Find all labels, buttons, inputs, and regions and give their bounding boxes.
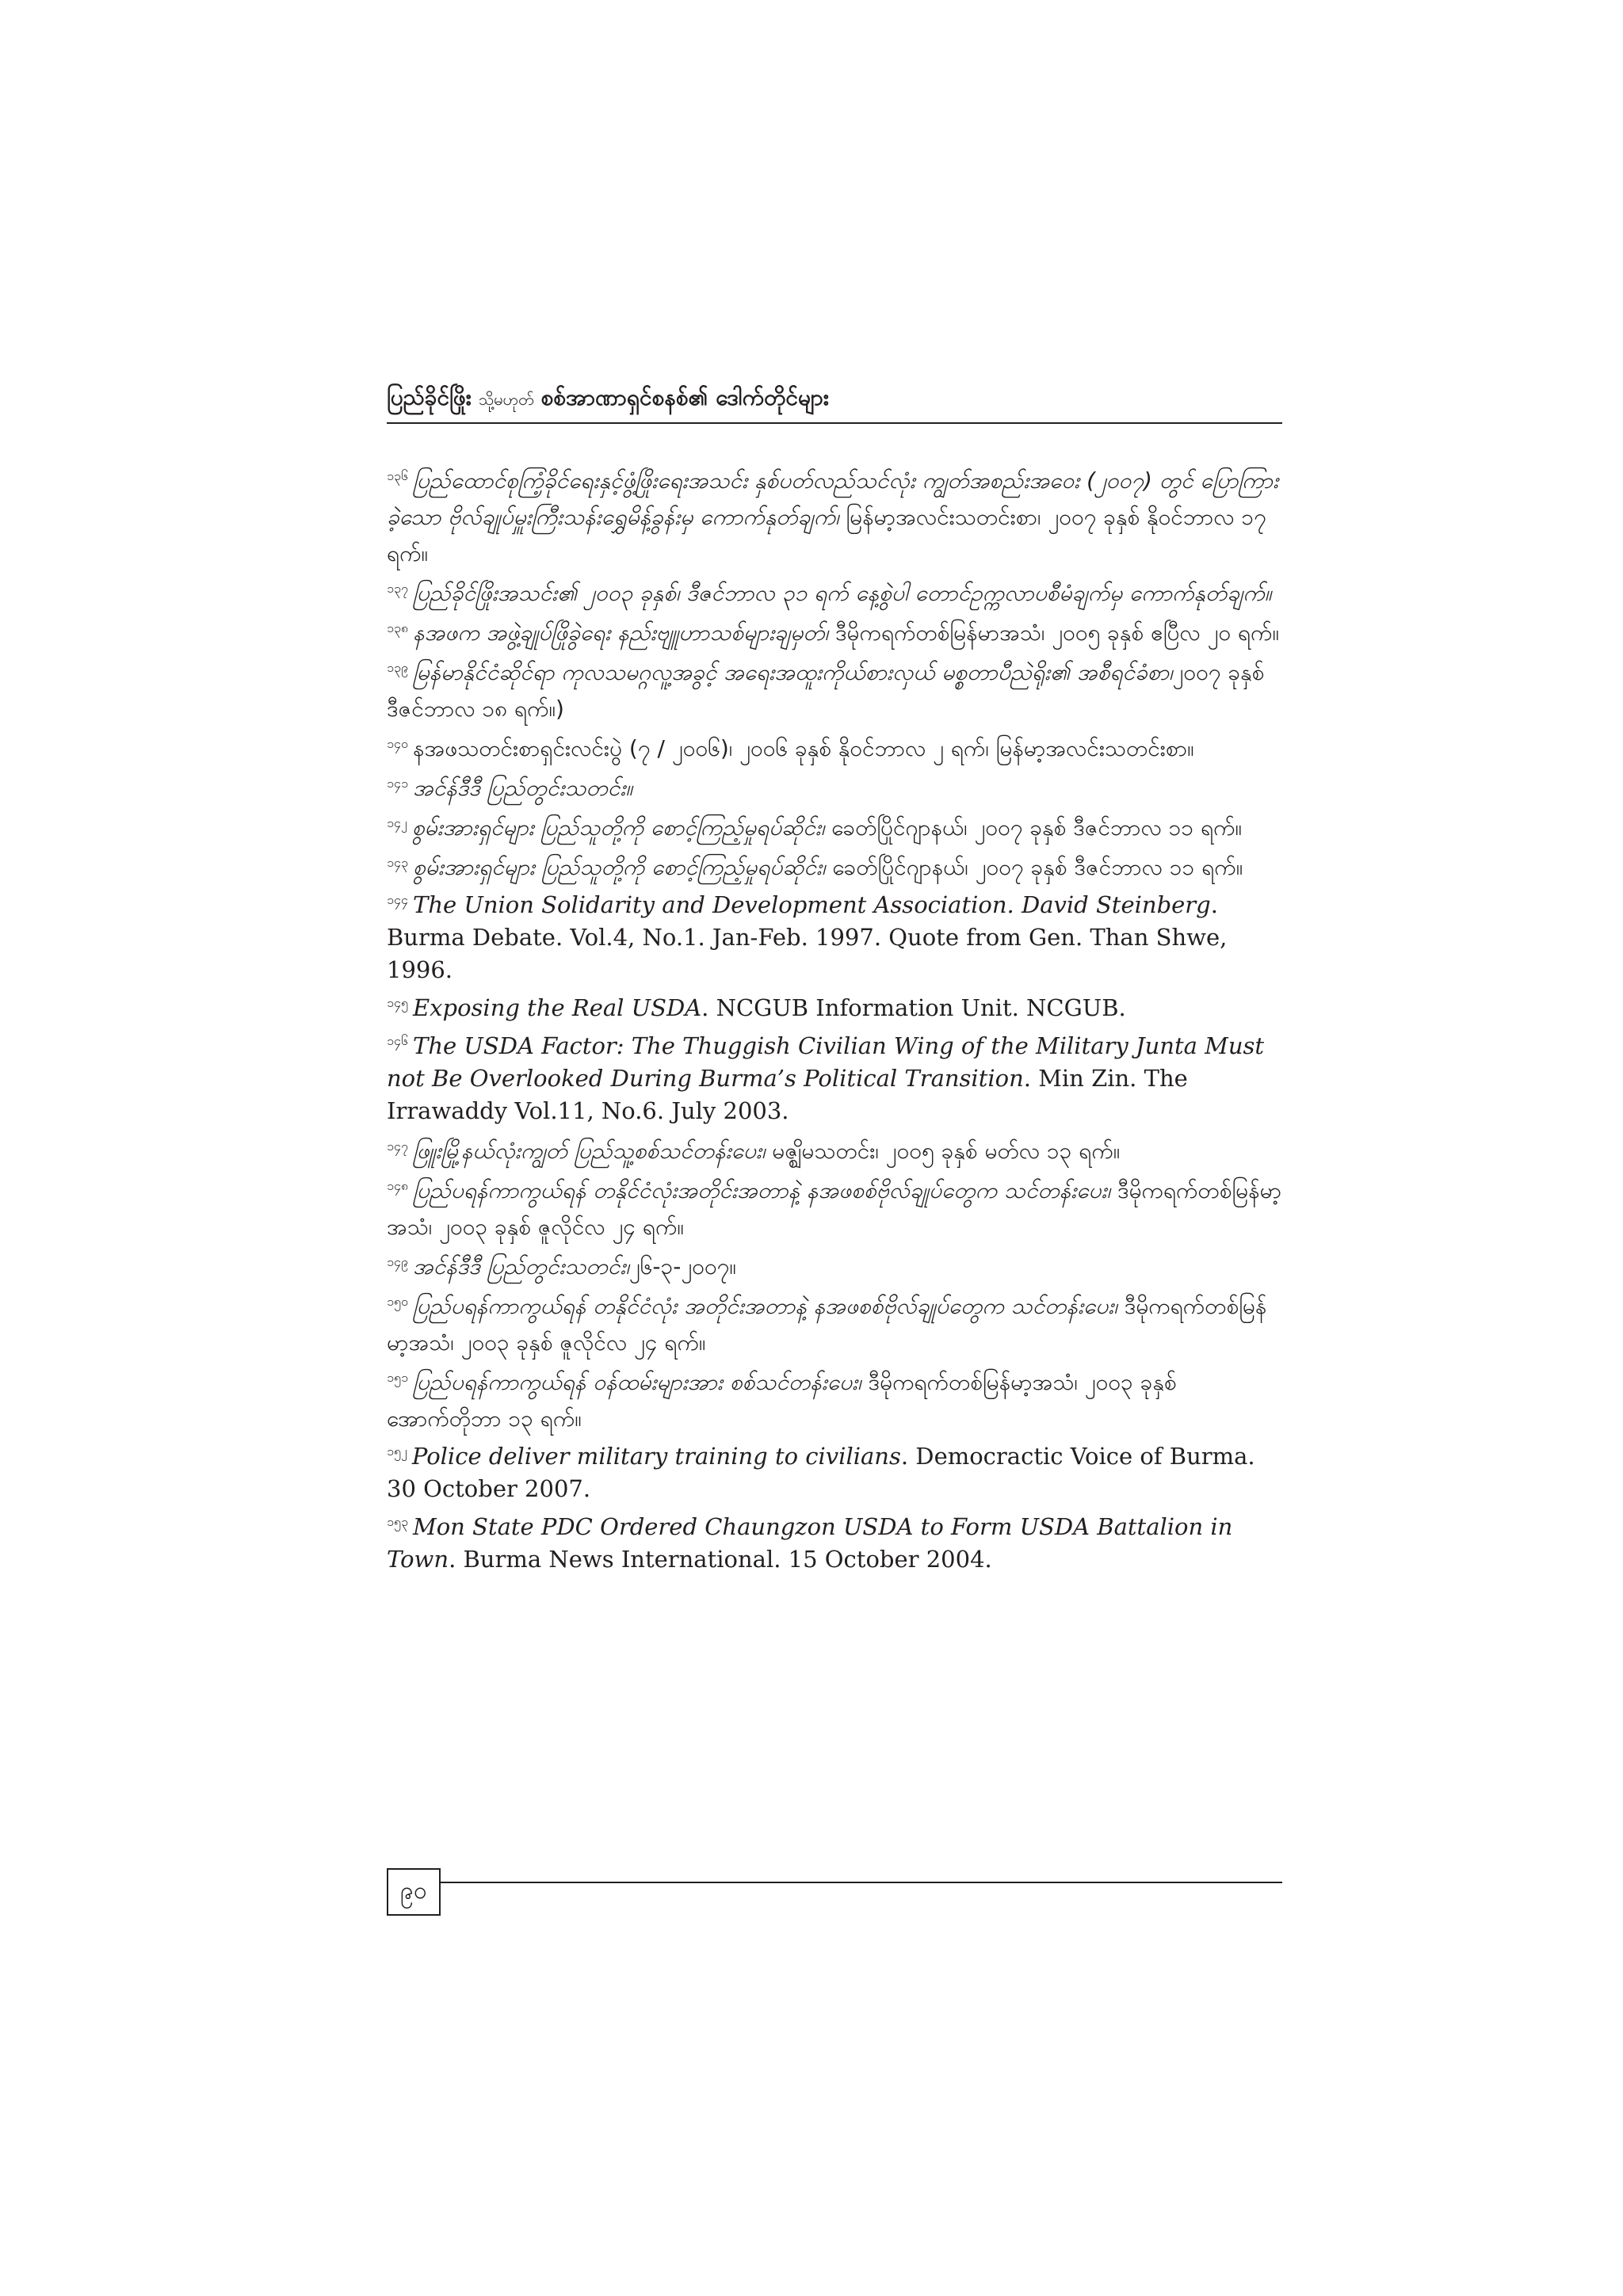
endnote-title: Exposing the Real USDA — [413, 994, 702, 1021]
endnote-item — [387, 1511, 1282, 1576]
endnote-title: စွမ်းအားရှင်များ ပြည်သူတို့ကို စောင့်ကြည့်မှုရပ်ဆိုင်း၊ — [411, 814, 825, 841]
endnote-number: ၁၄၂ — [387, 814, 407, 830]
endnote-item — [387, 992, 1282, 1024]
endnote-title: အင်န်ဒီဒီ ပြည်တွင်းသတင်း။ — [413, 775, 632, 801]
endnote-number: ၁၄၆ — [387, 1033, 408, 1049]
endnote-title: အင်န်ဒီဒီ ပြည်တွင်းသတင်း၊ — [413, 1253, 629, 1280]
endnote-title: ပြည်ခိုင်ဖြိုးအသင်း၏ ၂၀၀၃ ခုနှစ်၊ ဒီဇင်ဘာလ ၃၁ ရက် နေ့စွဲပါ တောင်ဥက္ကလာပစီမံချက်မှ ကောက်နုတ်ချက်။ — [413, 580, 1272, 606]
header-title-part2: သို့မဟုတ် — [478, 390, 534, 409]
endnote-source: ဒီမိုကရက်တစ်မြန်မာ့အသံ၊ ၂၀၀၃ ခုနှစ် ဇူလိုင်လ ၂၄ ရက်။ — [387, 1293, 1267, 1356]
endnote-title: Mon State PDC Ordered Chaungzon USDA to Form USDA Battalion in Town — [387, 1513, 1233, 1573]
endnote-number: ၁၃၇ — [387, 580, 408, 596]
endnote-title: နအဖက အဖွဲ့ချုပ်ဖြိုခွဲရေး နည်းဗျူဟာသစ်များချမှတ်၊ — [413, 620, 829, 646]
endnote-source: . Burma Debate. Vol.4, No.1. Jan-Feb. 1997. Quote from Gen. Than Shwe, 1996. — [387, 891, 1228, 983]
endnote-item — [387, 889, 1282, 986]
endnote-source: ဒီမိုကရက်တစ်မြန်မာအသံ၊ ၂၀၀၅ ခုနှစ် ဧပြီလ ၂၀ ရက်။ — [828, 620, 1279, 646]
endnote-item — [387, 463, 1282, 572]
endnote-source: ၂၆-၃-၂၀၀၇။ — [628, 1253, 736, 1280]
endnote-item — [387, 849, 1282, 886]
endnote-number: ၁၅၁ — [387, 1369, 408, 1385]
endnote-title: မြန်မာနိုင်ငံဆိုင်ရာ ကုလသမဂ္ဂလူ့အခွင့် အရေးအထူးကိုယ်စားလှယ် မစ္စတာပီညဲရိုး၏ အစီရင်ခံစာ၊ — [413, 659, 1173, 685]
endnote-item — [387, 770, 1282, 807]
endnote-number: ၁၄၉ — [387, 1253, 408, 1269]
endnote-title: The Union Solidarity and Development Association. David Steinberg — [413, 891, 1211, 918]
endnote-source: ခေတ်ပြိုင်ဂျာနယ်၊ ၂၀၀၇ ခုနှစ် ဒီဇင်ဘာလ ၁၁ ရက်။ — [825, 854, 1243, 880]
endnote-number: ၁၄၅ — [387, 995, 408, 1011]
endnote-number: ၁၅၀ — [387, 1293, 408, 1309]
endnote-number: ၁၃၈ — [387, 620, 409, 635]
endnote-source: ခေတ်ပြိုင်ဂျာနယ်၊ ၂၀၀၇ ခုနှစ် ဒီဇင်ဘာလ ၁၁ ရက်။ — [824, 814, 1243, 841]
endnote-number: ၁၄၈ — [387, 1177, 409, 1193]
endnote-source: . Min Zin. The Irrawaddy Vol.11, No.6. July 2003. — [387, 1065, 1188, 1124]
endnote-source: . Burma News International. 15 October 2004. — [449, 1546, 992, 1573]
endnote-item — [387, 1133, 1282, 1169]
endnote-number: ၁၄၃ — [387, 854, 408, 870]
endnote-source: မဇ္ဈိမသတင်း၊ ၂၀၀၅ ခုနှစ် မတ်လ ၁၃ ရက်။ — [765, 1138, 1121, 1164]
endnotes-list — [387, 463, 1282, 1581]
endnote-item — [387, 615, 1282, 651]
endnote-source: ဒီမိုကရက်တစ်မြန်မာ့အသံ၊ ၂၀၀၃ ခုနှစ် ဇူလိုင်လ ၂၄ ရက်။ — [387, 1177, 1282, 1240]
endnote-item — [387, 1288, 1282, 1361]
endnote-number: ၁၄၇ — [387, 1138, 408, 1154]
endnote-item — [387, 730, 1282, 767]
endnote-title: ပြည်ထောင်စုကြံ့ခိုင်ရေးနှင့်ဖွံ့ဖြိုးရေးအသင်း နှစ်ပတ်လည်သင်လုံး ကျွတ်အစည်းအဝေး (၂၀၀၇) တွင် ပြောကြားခဲ့သော ဗိုလ်ချုပ်မှူးကြီးသန်းရွှေမိန့်ခွန်းမှ ကောက်နုတ်ချက်၊ — [387, 467, 1279, 530]
endnote-source: ၂၀၀၇ ခုနှစ် ဒီဇင်ဘာလ ၁၈ ရက်။) — [387, 659, 1265, 722]
endnote-title: The USDA Factor: The Thuggish Civilian Wing of the Military Junta Must not Be Overlooked During Burma’s Political Transition — [387, 1032, 1265, 1092]
endnote-item — [387, 1364, 1282, 1437]
endnote-number: ၁၄၄ — [387, 892, 408, 908]
endnote-source: . Democractic Voice of Burma. 30 October 2007. — [387, 1443, 1255, 1502]
endnote-title: Police deliver military training to civilians — [411, 1443, 901, 1470]
endnote-title: ပြည်ပရန်ကာကွယ်ရန် တနိုင်ငံလုံး အတိုင်းအတာနဲ့ နအဖစစ်ဗိုလ်ချုပ်တွေက သင်တန်းပေး၊ — [413, 1293, 1117, 1319]
page-number: ၉၀ — [387, 1868, 441, 1916]
header-rule — [387, 422, 1282, 424]
endnote-number: ၁၅၂ — [387, 1444, 407, 1459]
endnote-number: ၁၄၀ — [387, 735, 408, 751]
endnote-title: ပြည်ပရန်ကာကွယ်ရန် တနိုင်ငံလုံးအတိုင်းအတာနဲ့ နအဖစစ်ဗိုလ်ချုပ်တွေက သင်တန်းပေး၊ — [413, 1177, 1111, 1203]
endnote-title: ဖြူးမြို့နယ်လုံးကျွတ် ပြည်သူ့စစ်သင်တန်းပေး၊ — [413, 1138, 766, 1164]
endnote-number: ၁၄၁ — [387, 775, 408, 791]
endnote-source: မြန်မာ့အလင်းသတင်းစာ၊ ၂၀၀၇ ခုနှစ် နိုဝင်ဘာလ ၁၇ ရက်။ — [387, 504, 1266, 566]
endnote-number: ၁၃၆ — [387, 467, 408, 483]
endnote-item — [387, 810, 1282, 846]
endnote-source: . NCGUB Information Unit. NCGUB. — [701, 994, 1126, 1021]
header-title-part3: စစ်အာဏာရှင်စနစ်၏ ဒေါက်တိုင်များ — [540, 384, 829, 410]
footer-rule — [441, 1882, 1282, 1883]
header-title-part1: ပြည်ခိုင်ဖြိုး — [387, 384, 472, 410]
endnote-item — [387, 575, 1282, 612]
endnote-item — [387, 1249, 1282, 1285]
running-header — [387, 383, 1282, 414]
endnote-title: ပြည်ပရန်ကာကွယ်ရန် ဝန်ထမ်းများအား စစ်သင်တန်းပေး၊ — [413, 1369, 861, 1395]
endnote-source: နအဖသတင်းစာရှင်းလင်းပွဲ (၇ / ၂၀၀၆)၊ ၂၀၀၆ ခုနှစ် နိုဝင်ဘာလ ၂ ရက်၊ မြန်မာ့အလင်းသတင်းစာ။ — [413, 735, 1194, 761]
endnote-source: ဒီမိုကရက်တစ်မြန်မာ့အသံ၊ ၂၀၀၃ ခုနှစ် အောက်တိုဘာ ၁၃ ရက်။ — [387, 1369, 1177, 1432]
endnote-item — [387, 1173, 1282, 1245]
endnote-title: စွမ်းအားရှင်များ ပြည်သူတို့ကို စောင့်ကြည့်မှုရပ်ဆိုင်း၊ — [413, 854, 826, 880]
endnote-item — [387, 654, 1282, 727]
endnote-number: ၁၃၉ — [387, 659, 408, 675]
endnote-item — [387, 1030, 1282, 1127]
endnote-item — [387, 1440, 1282, 1505]
endnote-number: ၁၅၃ — [387, 1514, 408, 1530]
